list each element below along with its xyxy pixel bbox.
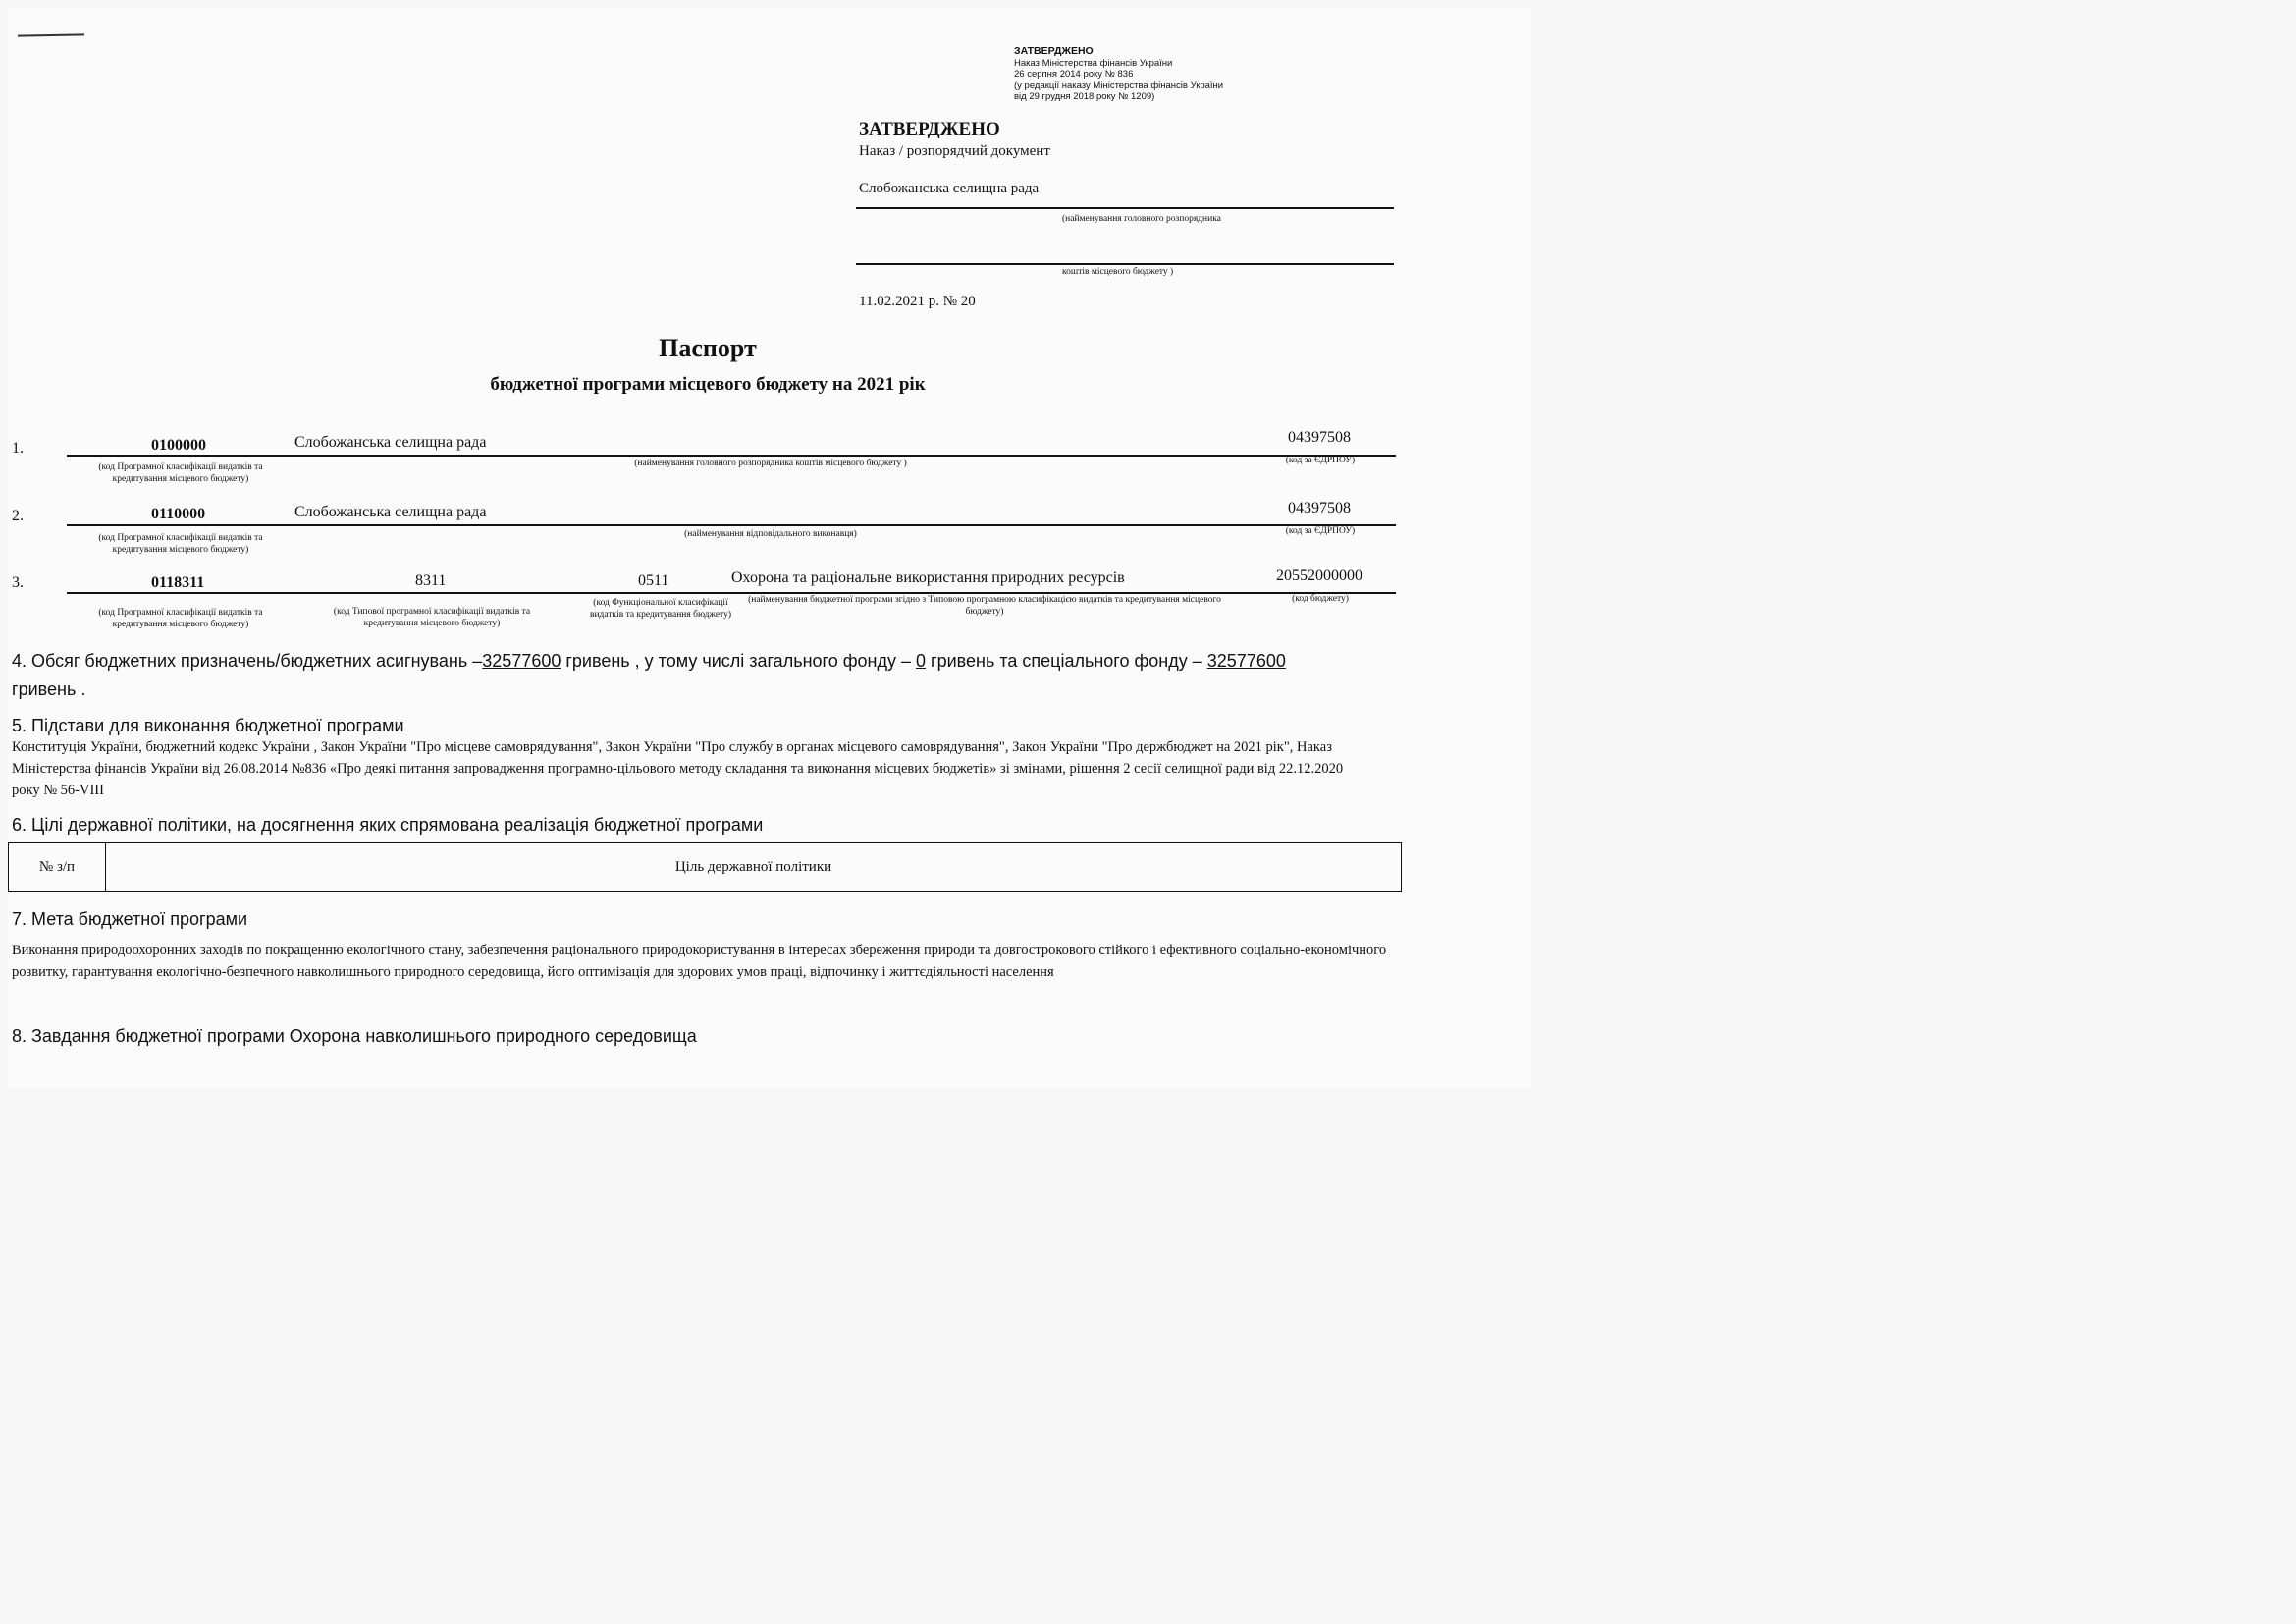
approval-caption: коштів місцевого бюджету )	[1062, 267, 1174, 277]
row-underline	[67, 455, 1396, 457]
approval-underline	[856, 263, 1394, 265]
approval-document: Наказ / розпорядчий документ	[859, 143, 1050, 159]
organization-name: Слобожанська селищна рада	[294, 434, 487, 451]
section-6-title: 6. Цілі державної політики, на досягнення яких спрямована реалізація бюджетної програми	[12, 815, 764, 835]
section-5-title: 5. Підстави для виконання бюджетної програми	[12, 716, 404, 735]
edrpou-caption: (код за ЄДРПОУ)	[1285, 526, 1356, 536]
program-code-caption: (код Програмної класифікації видатків та кредитування місцевого бюджету)	[98, 608, 263, 629]
goals-col-number: № з/п	[9, 843, 106, 892]
special-fund-amount: 32577600	[1206, 651, 1286, 671]
goals-col-goal: Ціль державної політики	[106, 843, 1402, 892]
section-7-text: Виконання природоохоронних заходів по покращенню екологічного стану, забезпечення раціонального природокористування в інтересах збереження природи та довгострокового стійкого і ефективного соціально-економічного розвитку, гарантування екологічно-безпечного навколишнього природного середовища, його оптимізація для здорових умов праці, відпочинку і життєдіяльності населення	[12, 943, 1387, 980]
approval-organization: Слобожанська селищна рада	[859, 181, 1040, 196]
edrpou-code: 04397508	[1288, 429, 1351, 446]
row-number: 2.	[12, 508, 24, 524]
program-name-caption: (найменування бюджетної програми згідно з Типовою програмною класифікацією видатків та кредитування місцевого бюджету)	[748, 595, 1221, 617]
edrpou-caption: (код за ЄДРПОУ)	[1285, 456, 1356, 465]
approval-stamp-line: від 29 грудня 2018 року № 1209)	[1014, 91, 1155, 102]
section-4-middle: гривень та спеціального фонду –	[926, 651, 1207, 671]
functional-code: 0511	[638, 572, 669, 589]
section-7-title: 7. Мета бюджетної програми	[12, 909, 248, 929]
approval-stamp-line: 26 серпня 2014 року № 836	[1014, 69, 1134, 80]
general-fund-amount: 0	[916, 651, 927, 671]
executor-caption: (найменування відповідального виконавця)	[684, 529, 857, 539]
approval-date-number: 11.02.2021 р. № 20	[859, 294, 976, 309]
section-4-prefix: 4. Обсяг бюджетних призначень/бюджетних асигнувань –	[12, 651, 483, 671]
approval-underline	[856, 207, 1394, 209]
program-code-caption: (код Програмної класифікації видатків та кредитування місцевого бюджету)	[98, 533, 263, 555]
program-code-caption: (код Програмної класифікації видатків та кредитування місцевого бюджету)	[98, 462, 263, 484]
page-title: Паспорт	[659, 334, 757, 362]
approval-stamp	[1014, 46, 1223, 103]
section-4-suffix: гривень .	[12, 679, 86, 699]
approval-title: ЗАТВЕРДЖЕНО	[859, 119, 1000, 139]
edrpou-code: 04397508	[1288, 500, 1351, 516]
typical-code-caption: (код Типової програмної класифікації видатків та кредитування місцевого бюджету)	[333, 607, 531, 628]
section-4-line	[12, 651, 1286, 672]
program-name: Охорона та раціональне використання природних ресурсів	[731, 569, 1125, 586]
typical-program-code: 8311	[415, 572, 447, 589]
goals-table	[8, 842, 1402, 892]
section-8-title: 8. Завдання бюджетної програми Охорона навколишнього природного середовища	[12, 1026, 697, 1046]
section-4-middle: гривень , у тому числі загального фонду –	[561, 651, 916, 671]
budget-code-caption: (код бюджету)	[1292, 594, 1349, 604]
program-code: 0110000	[151, 506, 206, 522]
budget-code: 20552000000	[1276, 568, 1362, 584]
program-code: 0118311	[151, 574, 205, 591]
row-underline	[67, 524, 1396, 526]
row-number: 1.	[12, 440, 24, 457]
section-5-text: Конституція України, бюджетний кодекс України , Закон України "Про місцеве самоврядування", Закон України "Про службу в органах місцевого самоврядування", Закон України "Про держбюджет на 2021 рік", Наказ Міністерства фінансів України від 26.08.2014 №836 «Про деякі питання запровадження програмно-цільового методу складання та виконання місцевих бюджетів» зі змінами, рішення 2 сесії селищної ради від 22.12.2020 року № 56-VIII	[12, 739, 1344, 798]
approval-caption: (найменування головного розпорядника	[1062, 214, 1221, 224]
functional-code-caption: (код Функціональної класифікації видатків та кредитування бюджету)	[589, 598, 732, 620]
page-subtitle: бюджетної програми місцевого бюджету на 2021 рік	[490, 374, 926, 395]
program-code: 0100000	[151, 437, 206, 454]
total-amount: 32577600	[482, 651, 561, 671]
row-number: 3.	[12, 574, 24, 591]
approval-stamp-line: Наказ Міністерства фінансів України	[1014, 57, 1173, 69]
organization-caption: (найменування головного розпорядника коштів місцевого бюджету )	[634, 459, 907, 468]
approval-stamp-title: ЗАТВЕРДЖЕНО	[1014, 45, 1094, 57]
approval-stamp-line: (у редакції наказу Міністерства фінансів України	[1014, 80, 1224, 91]
executor-name: Слобожанська селищна рада	[294, 504, 487, 520]
